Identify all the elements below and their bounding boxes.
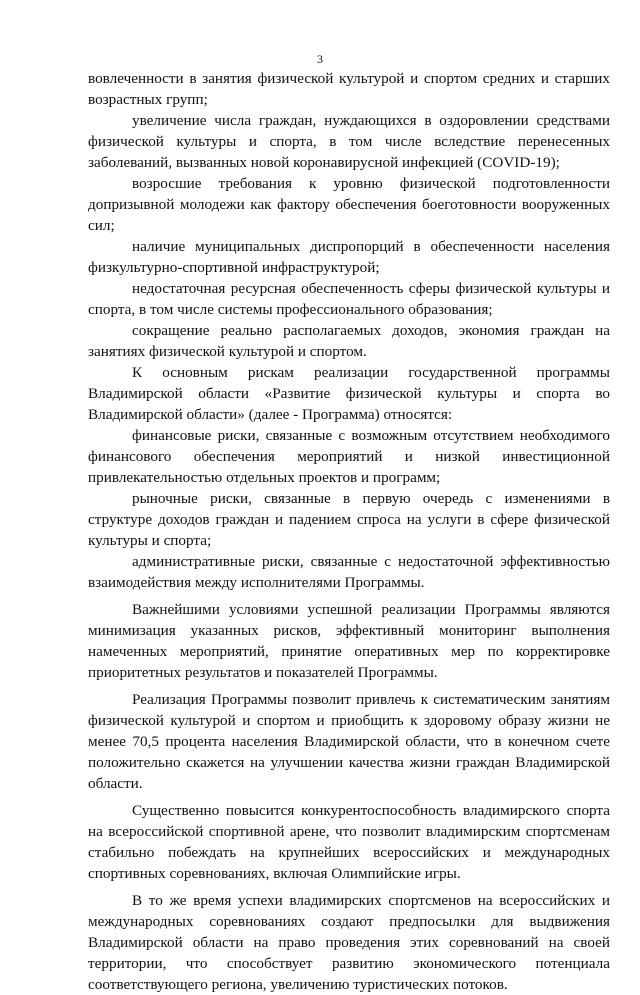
paragraph-continuation: вовлеченности в занятия физической культурой и спортом средних и старших возрастных групп; — [88, 70, 610, 108]
paragraph-program-outcome: Реализация Программы позволит привлечь к систематическим занятиям физической культурой и спортом и приобщить к здоровому образу жизни не менее 70,5 процента населения Владимирской области, что в конечном счете положительно скажется на улучшении качества жизни граждан Владимирской области. — [88, 691, 610, 792]
paragraph-market-risks: рыночные риски, связанные в первую очередь с изменениями в структуре доходов граждан и падением спроса на услуги в сфере физической культуры и спорта; — [88, 490, 610, 549]
page-number: 3 — [317, 52, 323, 66]
paragraph-financial-risks: финансовые риски, связанные с возможным отсутствием необходимого финансового обеспечения мероприятий и низкой инвестиционной привлекательностью отдельных проектов и программ; — [88, 427, 610, 486]
paragraph-pre-conscription: возросшие требования к уровню физической подготовленности допризывной молодежи как фактору обеспечения боеготовности вооруженных сил; — [88, 175, 610, 234]
document-body — [88, 68, 610, 995]
paragraph-competitiveness: Существенно повысится конкурентоспособность владимирского спорта на всероссийской спортивной арене, что позволит владимирским спортсменам стабильно побеждать на крупнейших всероссийских и международных спортивных соревнованиях, включая Олимпийские игры. — [88, 802, 610, 882]
paragraph-municipal-disproportions: наличие муниципальных диспропорций в обеспеченности населения физкультурно-спортивной инфраструктурой; — [88, 238, 610, 276]
paragraph-resource-shortage: недостаточная ресурсная обеспеченность сферы физической культуры и спорта, в том числе системы профессионального образования; — [88, 280, 610, 318]
paragraph-hosting-competitions: В то же время успехи владимирских спортсменов на всероссийских и международных соревнованиях создают предпосылки для выдвижения Владимирской области на право проведения этих соревнований на своей территории, что способствует развитию экономического потенциала соответствующего региона, увеличению туристических потоков. — [88, 892, 610, 993]
paragraph-success-conditions: Важнейшими условиями успешной реализации Программы являются минимизация указанных рисков, эффективный мониторинг выполнения намеченных мероприятий, принятие оперативных мер по корректировке приоритетных результатов и показателей Программы. — [88, 601, 610, 681]
paragraph-administrative-risks: административные риски, связанные с недостаточной эффективностью взаимодействия между исполнителями Программы. — [88, 553, 610, 591]
paragraph-main-risks: К основным рискам реализации государственной программы Владимирской области «Развитие физической культуры и спорта во Владимирской области» (далее - Программа) относятся: — [88, 364, 610, 423]
paragraph-income-reduction: сокращение реально располагаемых доходов, экономия граждан на занятиях физической культурой и спортом. — [88, 322, 610, 360]
paragraph-health-demand: увеличение числа граждан, нуждающихся в оздоровлении средствами физической культуры и спорта, в том числе вследствие перенесенных заболеваний, вызванных новой коронавирусной инфекцией (COVID-19); — [88, 112, 610, 171]
